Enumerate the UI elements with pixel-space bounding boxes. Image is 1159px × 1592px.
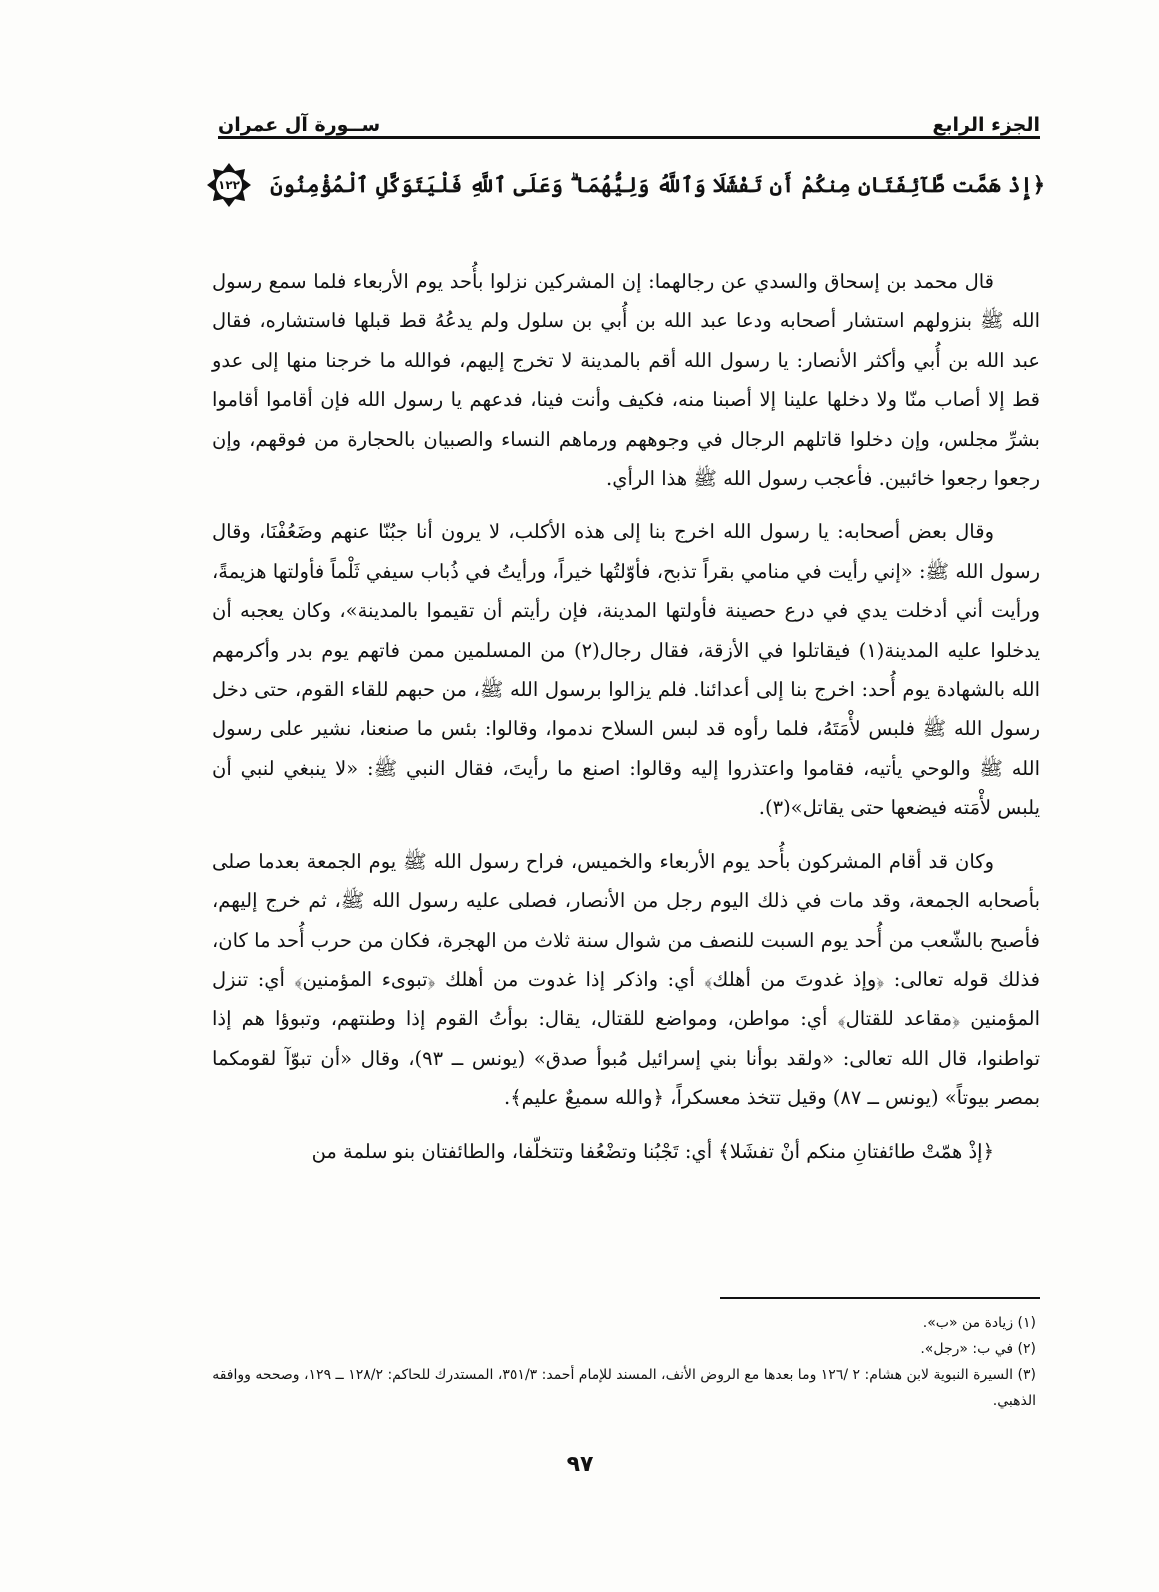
paragraph: قال محمد بن إسحاق والسدي عن رجالهما: إن المشركين نزلوا بأُحد يوم الأربعاء فلما سمع رسول الله ﷺ بنزولهم استشار أصحابه ودعا عبد الله بن أُبي بن سلول ولم يدعُهُ قط قبلها فاستشاره، فقال عبد الله بن أُبي وأكثر الأنصار: يا رسول الله أقم بالمدينة لا تخرج إليهم، فوالله ما خرجنا منها إلى عدو قط إلا أصاب منّا ولا دخلها علينا إلا أصبنا منه، فكيف وأنت فينا، فدعهم يا رسول الله فإن أقاموا أقاموا بشرِّ مجلس، وإن دخلوا قاتلهم الرجال في وجوههم ورماهم النساء والصبيان بالحجارة من فوقهم، وإن رجعوا رجعوا خائبين. فأعجب رسول الله ﷺ هذا الرأي. [212, 270, 1040, 491]
footnote: (١) زيادة من «ب». [922, 1315, 1036, 1331]
page-number: ٩٧ [566, 1452, 594, 1477]
running-header [218, 96, 1040, 136]
header-part-label: الجزء الرابع [932, 114, 1040, 136]
ayah-end-ornament-icon [205, 161, 253, 209]
ayah-number: ١٢٢ [218, 178, 240, 192]
quran-verse [205, 150, 1045, 220]
footnote: (٢) في ب: «رجل». [920, 1341, 1036, 1357]
footnotes [212, 1310, 1040, 1414]
paragraph: وكان قد أقام المشركون بأُحد يوم الأربعاء والخميس، فراح رسول الله ﷺ يوم الجمعة بعدما صلى بأصحابه الجمعة، وقد مات في ذلك اليوم رجل من الأنصار، فصلى عليه رسول الله ﷺ، ثم خرج إليهم، فأصبح بالشّعب من أُحد يوم السبت للنصف من شوال سنة ثلاث من الهجرة، فكان من حرب أُحد ما كان، فذلك قوله تعالى: ﴿وإذ غدوتَ من أهلك﴾ أي: واذكر إذا غدوت من أهلك ﴿تبوىء المؤمنين﴾ أي: تنزل المؤمنين ﴿مقاعد للقتال﴾ أي: مواطن، ومواضع للقتال، يقال: بوأتُ القوم إذا وطنتهم، وتبوؤا هم إذا تواطنوا، قال الله تعالى: «ولقد بوأنا بني إسرائيل مُبوأ صدق» (يونس ــ ٩٣)، وقال «أن تبوّآ لقومكما بمصر بيوتاً» (يونس ــ ٨٧) وقيل تتخذ معسكراً، ﴿والله سميعٌ عليم﴾. [212, 849, 1040, 1110]
paragraph: ﴿إذْ همّتْ طائفتانِ منكم أنْ تفشَلا﴾ أي: تَجْبُنا وتضْعُفا وتتخلّفا، والطائفتان بنو سلمة من [311, 1139, 994, 1163]
footnote-divider [720, 1297, 1040, 1299]
footnote: (٣) السيرة النبوية لابن هشام: ٢ /١٢٦ وما بعدها مع الروض الأنف، المسند للإمام أحمد: ٣٥١/٣، المستدرك للحاكم: ١٢٨/٢ ــ ١٢٩، وصححه ووافقه الذهبي. [212, 1367, 1036, 1409]
header-surah-label: ســورة آل عمران [218, 114, 381, 136]
paragraph: وقال بعض أصحابه: يا رسول الله اخرج بنا إلى هذه الأكلب، لا يرون أنا جبُنّا عنهم وضَعُفْنَا، وقال رسول الله ﷺ: «إني رأيت في منامي بقراً تذبح، فأوّلتُها خيراً، ورأيتُ في ذُباب سيفي ثَلْماً فأولتها هزيمةً، ورأيت أني أدخلت يدي في درع حصينة فأولتها المدينة، فإن رأيتم أن تقيموا بالمدينة»، وكان يعجبه أن يدخلوا عليه المدينة(١) فيقاتلوا في الأزقة، فقال رجال(٢) من المسلمين ممن فاتهم يوم بدر وأكرمهم الله بالشهادة يوم أُحد: اخرج بنا إلى أعدائنا. فلم يزالوا برسول الله ﷺ، من حبهم للقاء القوم، حتى دخل رسول الله ﷺ فلبس لأْمَتَهُ، فلما رأوه قد لبس السلاح ندموا، وقالوا: بئس ما صنعنا، نشير على رسول الله ﷺ والوحي يأتيه، فقاموا واعتذروا إليه وقالوا: اصنع ما رأيتَ، فقال النبي ﷺ: «لا ينبغي لنبي أن يلبس لأْمَته فيضعها حتى يقاتل»(٣). [212, 520, 1040, 820]
commentary-body [212, 262, 1040, 1185]
header-divider [218, 136, 1040, 139]
verse-text: ﴿إِذْ هَمَّت طَّآئِفَتَانِ مِنكُمْ أَن تَفْشَلَا وَٱللَّهُ وَلِيُّهُمَا ۗ وَعَلَى ٱللَّهِ فَلْيَتَوَكَّلِ ٱلْمُؤْمِنُونَ [270, 172, 1045, 197]
